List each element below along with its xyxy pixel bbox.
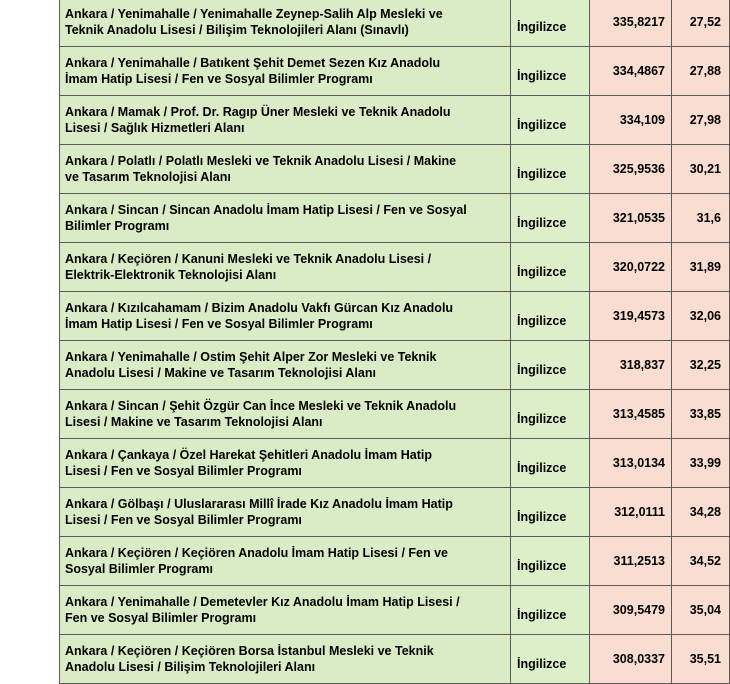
school-cell [60, 243, 511, 292]
table-row [60, 341, 730, 390]
score-cell: 313,0134 [590, 439, 672, 488]
percentile-cell: 27,98 [672, 96, 730, 145]
school-name-line: Lisesi / Fen ve Sosyal Bilimler Programı [65, 513, 302, 527]
school-name-line: Ankara / Yenimahalle / Demetevler Kız Anadolu İmam Hatip Lisesi / [65, 595, 460, 609]
language-cell: İngilizce [511, 292, 590, 341]
percentile-cell: 31,89 [672, 243, 730, 292]
table-row [60, 635, 730, 684]
percentile-cell: 33,85 [672, 390, 730, 439]
score-cell: 311,2513 [590, 537, 672, 586]
score-cell: 319,4573 [590, 292, 672, 341]
school-name-line: Lisesi / Fen ve Sosyal Bilimler Programı [65, 464, 302, 478]
table-row [60, 0, 730, 47]
school-name-line: Ankara / Yenimahalle / Yenimahalle Zeynep-Salih Alp Mesleki ve [65, 7, 443, 21]
school-cell [60, 47, 511, 96]
school-name-line: Ankara / Yenimahalle / Batıkent Şehit Demet Sezen Kız Anadolu [65, 56, 441, 70]
school-name-line: Ankara / Mamak / Prof. Dr. Ragıp Üner Mesleki ve Teknik Anadolu [65, 105, 451, 119]
score-cell: 334,109 [590, 96, 672, 145]
school-name-line: Lisesi / Makine ve Tasarım Teknolojisi Alanı [65, 415, 323, 429]
percentile-cell: 35,04 [672, 586, 730, 635]
table-row [60, 243, 730, 292]
score-cell: 325,9536 [590, 145, 672, 194]
school-name-line: İmam Hatip Lisesi / Fen ve Sosyal Bilimler Programı [65, 72, 373, 86]
school-cell [60, 194, 511, 243]
language-cell: İngilizce [511, 488, 590, 537]
school-name-line: Ankara / Çankaya / Özel Harekat Şehitleri Anadolu İmam Hatip [65, 448, 433, 462]
score-cell: 312,0111 [590, 488, 672, 537]
school-name-line: Ankara / Sincan / Şehit Özgür Can İnce Mesleki ve Teknik Anadolu [65, 399, 457, 413]
score-cell: 308,0337 [590, 635, 672, 684]
school-name-line: İmam Hatip Lisesi / Fen ve Sosyal Bilimler Programı [65, 317, 373, 331]
language-cell: İngilizce [511, 439, 590, 488]
school-cell [60, 390, 511, 439]
score-cell: 313,4585 [590, 390, 672, 439]
language-cell: İngilizce [511, 96, 590, 145]
school-name-line: Ankara / Kızılcahamam / Bizim Anadolu Vakfı Gürcan Kız Anadolu [65, 301, 454, 315]
school-name-line: Ankara / Keçiören / Kanuni Mesleki ve Teknik Anadolu Lisesi / [65, 252, 432, 266]
school-name-line: Fen ve Sosyal Bilimler Programı [65, 611, 257, 625]
table-body [60, 0, 730, 684]
table-row [60, 96, 730, 145]
percentile-cell: 30,21 [672, 145, 730, 194]
score-cell: 335,8217 [590, 0, 672, 47]
percentile-cell: 32,06 [672, 292, 730, 341]
percentile-cell: 34,28 [672, 488, 730, 537]
school-name-line: Ankara / Polatlı / Polatlı Mesleki ve Teknik Anadolu Lisesi / Makine [65, 154, 457, 168]
school-results-table [59, 0, 730, 684]
school-name-line: Bilimler Programı [65, 219, 170, 233]
score-cell: 318,837 [590, 341, 672, 390]
school-cell [60, 586, 511, 635]
table-row [60, 194, 730, 243]
school-name-line: Ankara / Keçiören / Keçiören Anadolu İmam Hatip Lisesi / Fen ve [65, 546, 448, 560]
school-cell [60, 341, 511, 390]
school-name-line: Elektrik-Elektronik Teknolojisi Alanı [65, 268, 277, 282]
language-cell: İngilizce [511, 635, 590, 684]
table-row [60, 586, 730, 635]
school-cell [60, 0, 511, 47]
table-row [60, 439, 730, 488]
language-cell: İngilizce [511, 390, 590, 439]
score-cell: 320,0722 [590, 243, 672, 292]
language-cell: İngilizce [511, 586, 590, 635]
score-cell: 321,0535 [590, 194, 672, 243]
language-cell: İngilizce [511, 47, 590, 96]
table-row [60, 292, 730, 341]
percentile-cell: 27,88 [672, 47, 730, 96]
school-name-line: Ankara / Keçiören / Keçiören Borsa İstanbul Mesleki ve Teknik [65, 644, 434, 658]
language-cell: İngilizce [511, 243, 590, 292]
school-cell [60, 145, 511, 194]
school-name-line: Ankara / Gölbaşı / Uluslararası Millî İrade Kız Anadolu İmam Hatip [65, 497, 453, 511]
percentile-cell: 34,52 [672, 537, 730, 586]
school-name-line: Lisesi / Sağlık Hizmetleri Alanı [65, 121, 245, 135]
school-cell [60, 96, 511, 145]
language-cell: İngilizce [511, 537, 590, 586]
table-row [60, 488, 730, 537]
percentile-cell: 27,52 [672, 0, 730, 47]
language-cell: İngilizce [511, 0, 590, 47]
school-cell [60, 488, 511, 537]
page-margin [0, 0, 61, 553]
school-cell [60, 292, 511, 341]
school-name-line: Anadolu Lisesi / Bilişim Teknolojileri Alanı [65, 660, 316, 674]
table-row [60, 145, 730, 194]
school-cell [60, 439, 511, 488]
percentile-cell: 33,99 [672, 439, 730, 488]
table-row [60, 537, 730, 586]
school-name-line: ve Tasarım Teknolojisi Alanı [65, 170, 231, 184]
school-cell [60, 635, 511, 684]
school-name-line: Anadolu Lisesi / Makine ve Tasarım Teknolojisi Alanı [65, 366, 376, 380]
percentile-cell: 31,6 [672, 194, 730, 243]
percentile-cell: 35,51 [672, 635, 730, 684]
school-cell [60, 537, 511, 586]
school-name-line: Ankara / Sincan / Sincan Anadolu İmam Hatip Lisesi / Fen ve Sosyal [65, 203, 467, 217]
table-row [60, 47, 730, 96]
language-cell: İngilizce [511, 341, 590, 390]
language-cell: İngilizce [511, 145, 590, 194]
table-row [60, 390, 730, 439]
score-cell: 334,4867 [590, 47, 672, 96]
school-name-line: Sosyal Bilimler Programı [65, 562, 213, 576]
percentile-cell: 32,25 [672, 341, 730, 390]
score-cell: 309,5479 [590, 586, 672, 635]
language-cell: İngilizce [511, 194, 590, 243]
school-name-line: Ankara / Yenimahalle / Ostim Şehit Alper Zor Mesleki ve Teknik [65, 350, 437, 364]
school-name-line: Teknik Anadolu Lisesi / Bilişim Teknolojileri Alanı (Sınavlı) [65, 23, 409, 37]
